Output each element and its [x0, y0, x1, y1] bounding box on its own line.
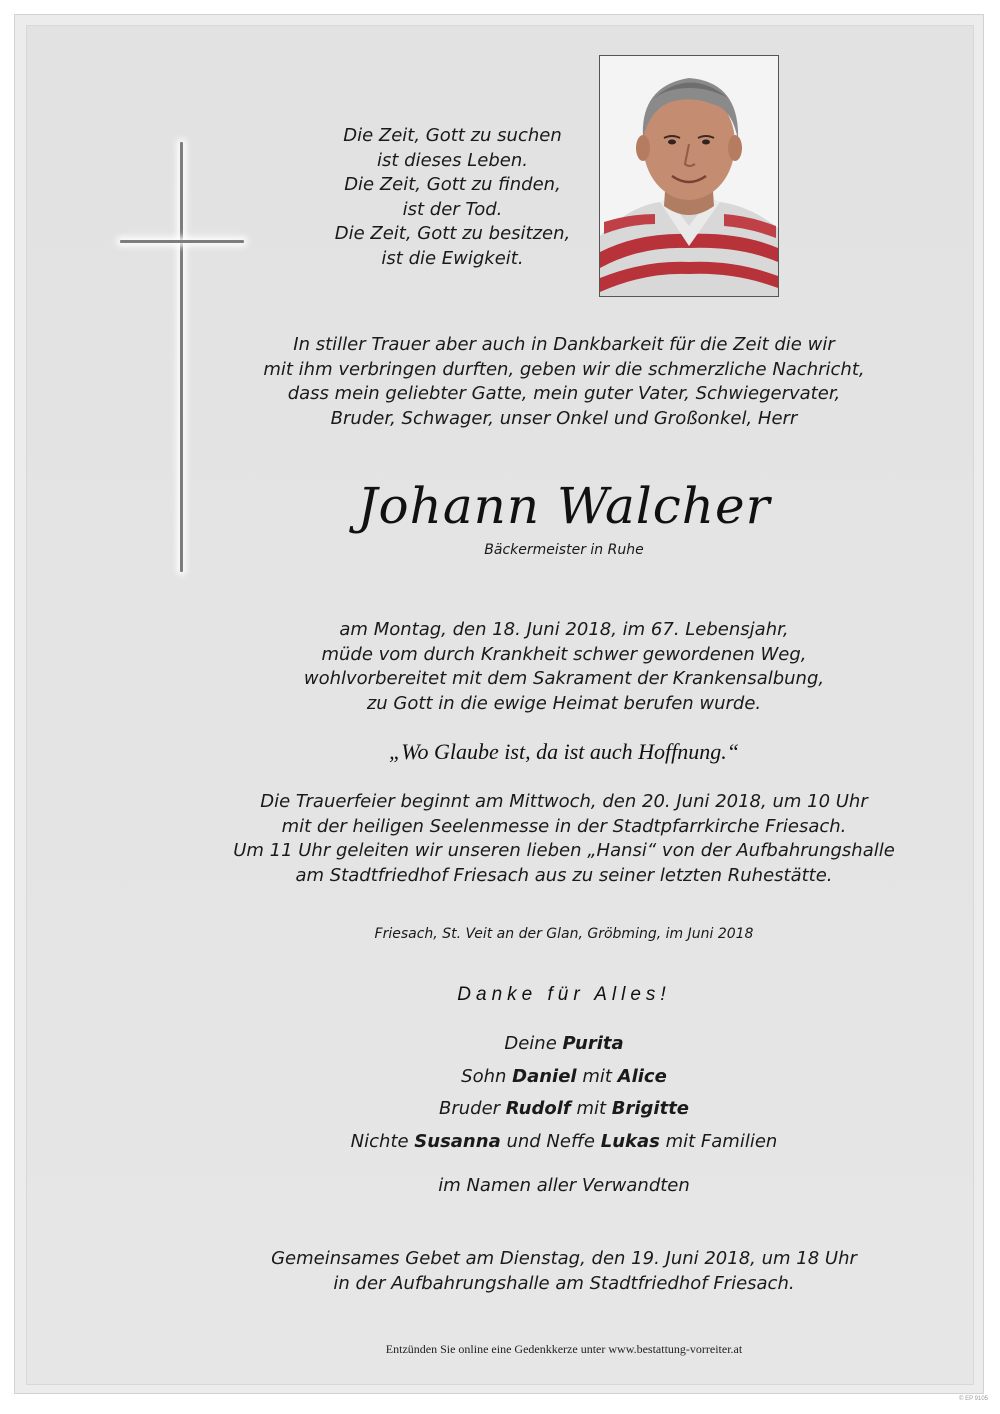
- family-text: mit Familien: [659, 1130, 778, 1152]
- verse-line: Die Zeit, Gott zu suchen: [343, 125, 562, 146]
- funeral-line: Um 11 Uhr geleiten wir unseren lieben „Hansi“ von der Aufbahrungshalle: [233, 840, 895, 861]
- funeral-line: am Stadtfriedhof Friesach aus zu seiner letzten Ruhestätte.: [295, 864, 833, 886]
- verse: [300, 124, 605, 271]
- portrait-photo: [599, 55, 779, 297]
- portrait-photo-image: [600, 56, 778, 296]
- family-text: Sohn: [461, 1065, 513, 1087]
- deceased-subtitle: Bäckermeister in Ruhe: [484, 542, 644, 558]
- family-member-name: Rudolf: [505, 1098, 571, 1119]
- verse-line: Die Zeit, Gott zu finden,: [344, 174, 561, 195]
- funeral-line: Die Trauerfeier beginnt am Mittwoch, den 20. Juni 2018, um 10 Uhr: [260, 791, 868, 812]
- death-line: müde vom durch Krankheit schwer gewordenen Weg,: [321, 643, 807, 665]
- death-notice: [200, 618, 928, 716]
- cross-icon-bar: [120, 240, 244, 243]
- place-date: Friesach, St. Veit an der Glan, Gröbming, im Juni 2018: [374, 926, 754, 942]
- family-text: mit: [576, 1065, 618, 1087]
- family-text: mit: [570, 1098, 612, 1119]
- funeral-details: [200, 790, 928, 888]
- relatives-line: im Namen aller Verwandten: [438, 1175, 690, 1196]
- verse-line: Die Zeit, Gott zu besitzen,: [334, 223, 571, 244]
- family-member-name: Daniel: [512, 1065, 577, 1087]
- family-line: [200, 1061, 928, 1094]
- family-line: [200, 1126, 928, 1159]
- intro-line: mit ihm verbringen durften, geben wir die schmerzliche Nachricht,: [263, 358, 865, 380]
- intro-line: dass mein geliebter Gatte, mein guter Vater, Schwiegervater,: [287, 383, 841, 404]
- intro-text: [200, 333, 928, 431]
- prayer-line: in der Aufbahrungshalle am Stadtfriedhof Friesach.: [333, 1272, 795, 1294]
- intro-line: Bruder, Schwager, unser Onkel und Großonkel, Herr: [330, 407, 798, 429]
- family-line: [200, 1093, 928, 1126]
- family-member-name: Brigitte: [611, 1098, 690, 1119]
- family-text: Nichte: [350, 1130, 415, 1152]
- intro-line: In stiller Trauer aber auch in Dankbarkeit für die Zeit die wir: [293, 334, 835, 355]
- family-member-name: Lukas: [600, 1130, 660, 1152]
- family-member-name: Susanna: [414, 1130, 501, 1152]
- deceased-name: Johann Walcher: [357, 477, 771, 535]
- death-line: am Montag, den 18. Juni 2018, im 67. Lebensjahr,: [339, 619, 789, 640]
- copyright-mark: © EP 9105: [959, 1396, 988, 1402]
- death-line: wohlvorbereitet mit dem Sakrament der Krankensalbung,: [303, 668, 825, 689]
- family-member-name: Alice: [617, 1065, 667, 1087]
- funeral-line: mit der heiligen Seelenmesse in der Stadtpfarrkirche Friesach.: [281, 815, 847, 837]
- thanks-heading: Danke für Alles!: [457, 984, 671, 1005]
- death-line: zu Gott in die ewige Heimat berufen wurde.: [366, 692, 762, 714]
- prayer-notice: [200, 1247, 928, 1296]
- family-text: Deine: [504, 1033, 563, 1054]
- verse-line: ist dieses Leben.: [377, 149, 528, 171]
- footer-candle-link[interactable]: Entzünden Sie online eine Gedenkkerze unter www.bestattung-vorreiter.at: [385, 1342, 743, 1356]
- prayer-line: Gemeinsames Gebet am Dienstag, den 19. Juni 2018, um 18 Uhr: [271, 1248, 857, 1269]
- verse-line: ist die Ewigkeit.: [381, 247, 524, 269]
- family-text: und Neffe: [500, 1130, 601, 1152]
- family-line: [200, 1028, 928, 1061]
- family-member-name: Purita: [562, 1033, 624, 1054]
- family-text: Bruder: [438, 1098, 506, 1119]
- motto-quote: „Wo Glaube ist, da ist auch Hoffnung.“: [389, 739, 739, 764]
- family-list: [200, 1028, 928, 1158]
- verse-line: ist der Tod.: [402, 198, 503, 220]
- cross-icon: [180, 142, 183, 572]
